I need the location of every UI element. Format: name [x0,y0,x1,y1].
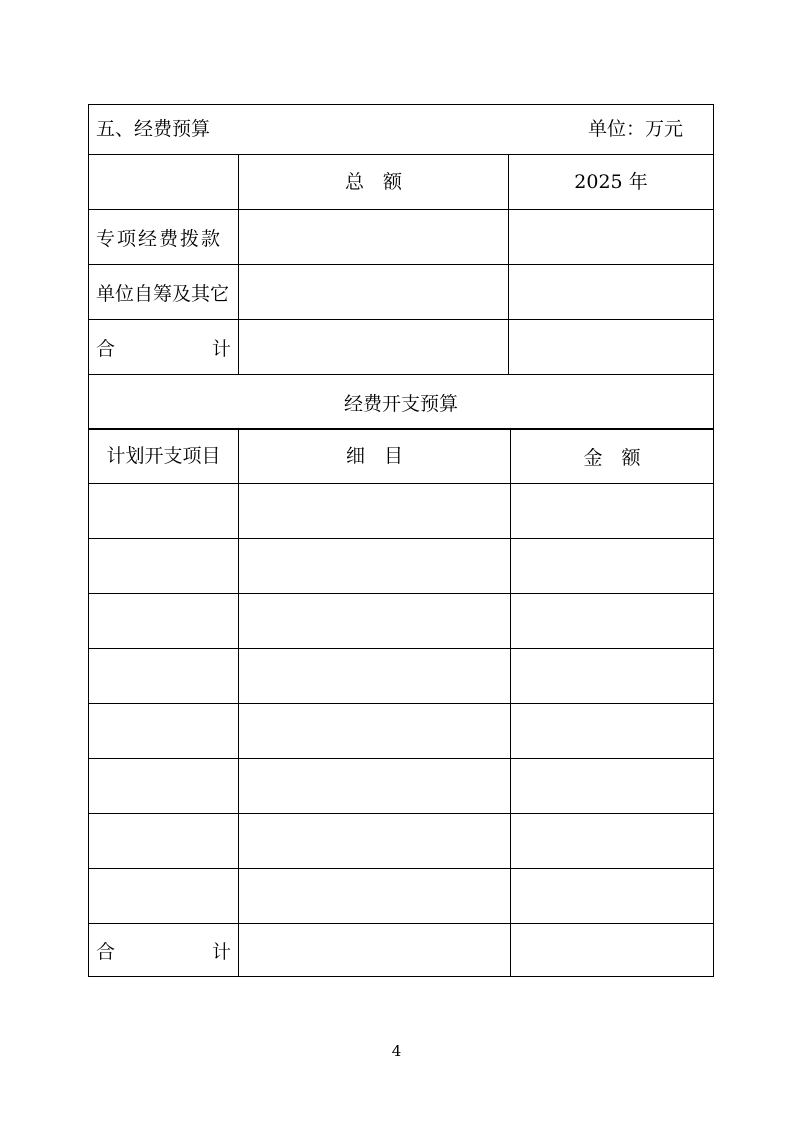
budget-title-cell [89,105,714,155]
income-header-row [89,155,714,210]
expense-row [89,484,714,539]
expense-row [89,869,714,924]
expense-total-detail[interactable] [239,924,511,977]
expense-total-row [89,924,714,977]
expense-row-detail[interactable] [239,649,511,704]
page-number: 4 [391,1042,402,1060]
expense-row-detail[interactable] [239,484,511,539]
expense-total-right: 计 [211,940,231,963]
unit-label: 单位：万元 [588,118,684,140]
income-row [89,210,714,265]
budget-title-row [89,105,714,155]
income-row-total[interactable] [239,265,509,320]
expense-row-amount[interactable] [511,594,714,649]
income-row-total[interactable] [239,210,509,265]
income-total-right: 计 [211,337,231,360]
expense-row-amount[interactable] [511,704,714,759]
expense-row-item[interactable] [89,594,239,649]
income-total-year[interactable] [509,320,714,375]
expense-row-amount[interactable] [511,539,714,594]
income-total-total[interactable] [239,320,509,375]
expense-row-detail[interactable] [239,869,511,924]
expense-row-detail[interactable] [239,704,511,759]
income-row-year[interactable] [509,265,714,320]
income-row-year[interactable] [509,210,714,265]
income-total-left: 合 [96,337,116,360]
expense-row [89,759,714,814]
income-row-label: 单位自筹及其它 [89,265,239,320]
expense-total-left: 合 [96,940,116,963]
expense-row-detail[interactable] [239,539,511,594]
expense-row [89,539,714,594]
expense-total-amount[interactable] [511,924,714,977]
income-header-blank [89,155,239,210]
budget-table [88,104,714,430]
expense-table [88,428,714,977]
expense-row [89,704,714,759]
expense-row-detail[interactable] [239,759,511,814]
expense-row-amount[interactable] [511,869,714,924]
expense-title-row [89,375,714,430]
expense-row-amount[interactable] [511,484,714,539]
expense-row-item[interactable] [89,759,239,814]
income-total-row [89,320,714,375]
section-title: 五、经费预算 [96,118,211,140]
expense-row-item[interactable] [89,869,239,924]
expense-header-amount: 金 额 [511,429,714,484]
expense-row-amount[interactable] [511,814,714,869]
income-header-total: 总 额 [239,155,509,210]
expense-row-item[interactable] [89,484,239,539]
expense-row-detail[interactable] [239,814,511,869]
expense-title: 经费开支预算 [89,375,714,430]
expense-header-item: 计划开支项目 [89,429,239,484]
income-row-label: 专项经费拨款 [89,210,239,265]
expense-row-amount[interactable] [511,759,714,814]
expense-row-item[interactable] [89,704,239,759]
expense-row-detail[interactable] [239,594,511,649]
expense-row-item[interactable] [89,649,239,704]
income-row [89,265,714,320]
income-total-label [89,320,239,375]
expense-header-detail: 细 目 [239,429,511,484]
expense-row [89,814,714,869]
expense-header-row [89,429,714,484]
income-header-year: 2025 年 [509,155,714,210]
expense-row-item[interactable] [89,539,239,594]
expense-row [89,594,714,649]
expense-total-label [89,924,239,977]
expense-row-item[interactable] [89,814,239,869]
expense-row [89,649,714,704]
expense-row-amount[interactable] [511,649,714,704]
